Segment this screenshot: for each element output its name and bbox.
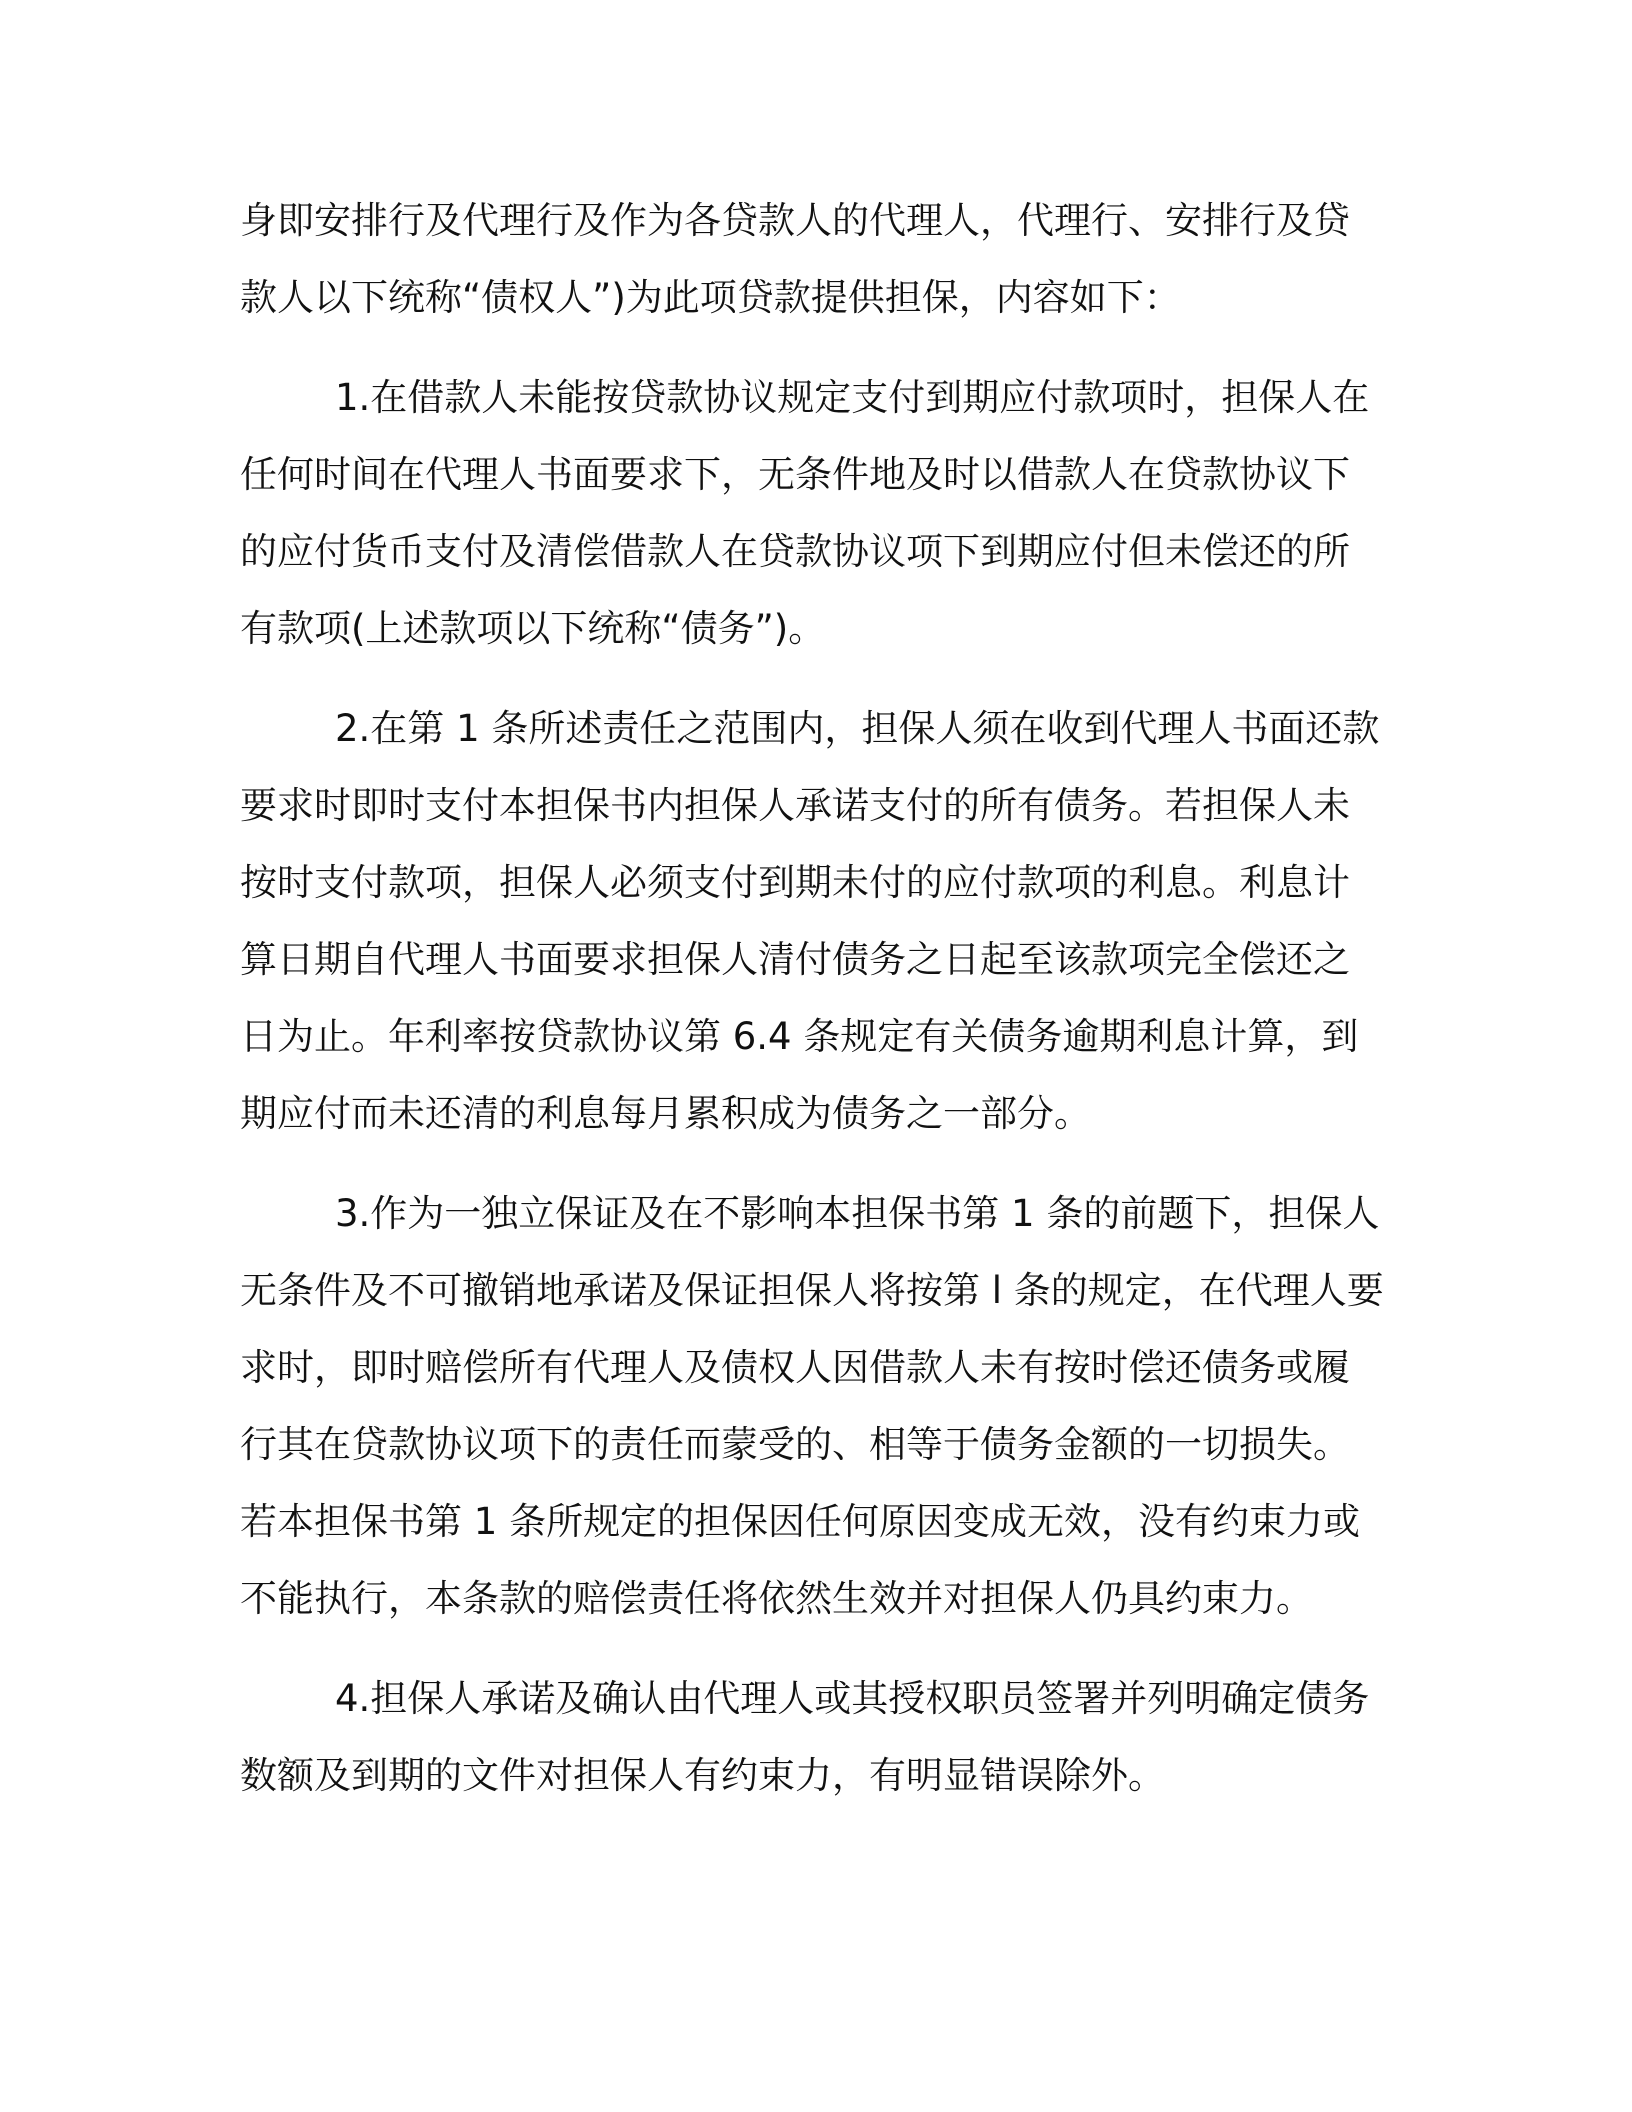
text-line: 要求时即时支付本担保书内担保人承诺支付的所有债务。若担保人未 bbox=[240, 784, 1350, 827]
text-line: 数额及到期的文件对担保人有约束力，有明显错误除外。 bbox=[240, 1754, 1165, 1797]
text-line: 2.在第 1 条所述责任之范围内，担保人须在收到代理人书面还款 bbox=[335, 707, 1380, 750]
text-line: 不能执行，本条款的赔偿责任将依然生效并对担保人仍具约束力。 bbox=[240, 1577, 1313, 1620]
text-line: 4.担保人承诺及确认由代理人或其授权职员签署并列明确定债务 bbox=[335, 1677, 1370, 1720]
text-line: 求时，即时赔偿所有代理人及债权人因借款人未有按时偿还债务或履 bbox=[240, 1346, 1350, 1389]
paragraph-intro bbox=[240, 182, 1390, 336]
paragraph-clause-4 bbox=[240, 1660, 1390, 1814]
text-line: 期应付而未还清的利息每月累积成为债务之一部分。 bbox=[240, 1092, 1091, 1135]
text-line: 算日期自代理人书面要求担保人清付债务之日起至该款项完全偿还之 bbox=[240, 938, 1350, 981]
paragraph-gap bbox=[240, 667, 1390, 690]
text-line: 行其在贷款协议项下的责任而蒙受的、相等于债务金额的一切损失。 bbox=[240, 1423, 1350, 1466]
paragraph-clause-1 bbox=[240, 359, 1390, 667]
paragraph-gap bbox=[240, 1152, 1390, 1175]
text-line: 任何时间在代理人书面要求下，无条件地及时以借款人在贷款协议下 bbox=[240, 453, 1350, 496]
text-line: 日为止。年利率按贷款协议第 6.4 条规定有关债务逾期利息计算，到 bbox=[240, 1015, 1359, 1058]
text-line: 的应付货币支付及清偿借款人在贷款协议项下到期应付但未偿还的所 bbox=[240, 530, 1350, 573]
text-line: 无条件及不可撤销地承诺及保证担保人将按第 l 条的规定，在代理人要 bbox=[240, 1269, 1384, 1312]
paragraph-gap bbox=[240, 336, 1390, 359]
text-line: 按时支付款项，担保人必须支付到期未付的应付款项的利息。利息计 bbox=[240, 861, 1350, 904]
text-line: 若本担保书第 1 条所规定的担保因任何原因变成无效，没有约束力或 bbox=[240, 1500, 1361, 1543]
text-line: 有款项(上述款项以下统称“债务”)。 bbox=[240, 607, 826, 650]
document-body bbox=[240, 182, 1390, 1814]
text-line: 3.作为一独立保证及在不影响本担保书第 1 条的前题下，担保人 bbox=[335, 1192, 1380, 1235]
paragraph-clause-2 bbox=[240, 690, 1390, 1152]
text-line: 1.在借款人未能按贷款协议规定支付到期应付款项时，担保人在 bbox=[335, 376, 1370, 419]
text-line: 款人以下统称“债权人”)为此项贷款提供担保，内容如下： bbox=[240, 276, 1181, 319]
paragraph-clause-3 bbox=[240, 1175, 1390, 1637]
paragraph-gap bbox=[240, 1637, 1390, 1660]
text-line: 身即安排行及代理行及作为各贷款人的代理人，代理行、安排行及贷 bbox=[240, 199, 1350, 242]
